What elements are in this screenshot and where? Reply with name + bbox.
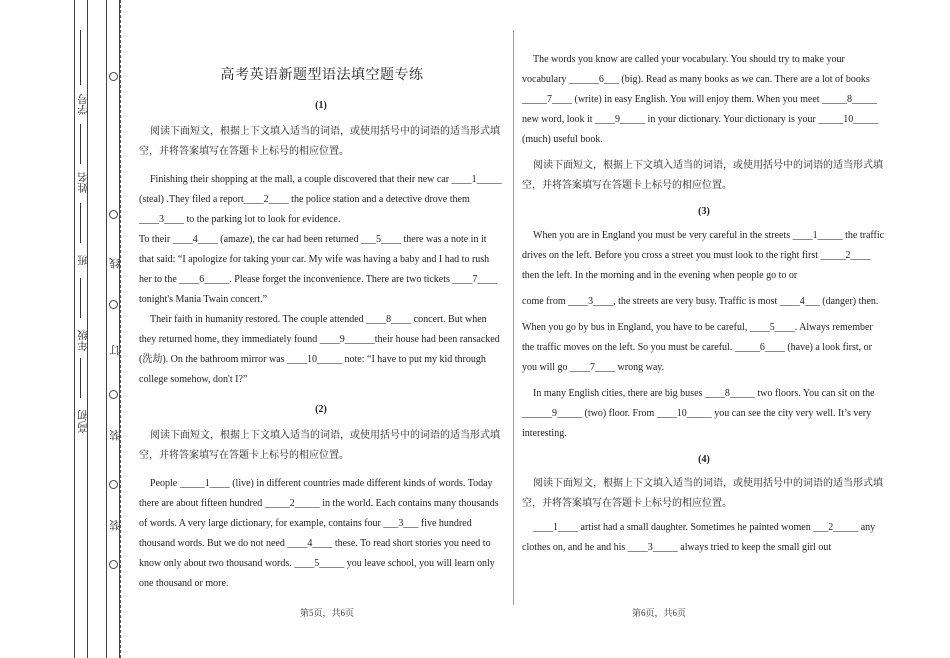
section-2-paragraph-2: The words you know are called your vocabulary. You should try to make your vocabulary ______6___ (big). Read as many books as we can. There are a lot of books _____7____ (write) in easy English. You will enjoy them. When you meet _____8_____ new word, look it ____9_____ in your dictionary. Your dictionary is your _____10_____ (much) useful book. [522, 54, 879, 145]
section-1-number: (1) [315, 100, 327, 111]
section-3-paragraph-3: In many English cities, there are big buses ____8_____ two floors. You can sit on the ______9_____ (two) floor. From ____10_____ you can see the city very well. It’s very interesting. [522, 388, 875, 439]
section-3-paragraph-1b: come from ____3____, the streets are very busy. Traffic is most ____4___ (danger) then. [522, 296, 879, 307]
class-fill-line [80, 203, 81, 243]
right-column [522, 50, 886, 558]
section-4-instruction: 阅读下面短文，根据上下文填入适当的词语，或使用括号中的词语的适当形式填空，并将答案填写在答题卡上标号的相应位置。 [522, 478, 883, 509]
bind-mark: 装 [110, 430, 121, 441]
student-id-fill-line [80, 30, 81, 85]
line-mark: 线 [110, 258, 121, 269]
section-3-paragraph-2: When you go by bus in England, you have to be careful, ____5____. Always remember the traffic moves on the left. So you must be careful. _____6____ (have) a look first, or you will go ____7____ wrong way. [522, 322, 873, 373]
cut-line [120, 0, 121, 658]
column-divider [513, 30, 514, 605]
binding-margin [0, 0, 125, 658]
section-2-instruction: 阅读下面短文，根据上下文填入适当的词语，或使用括号中的词语的适当形式填空，并将答案填写在答题卡上标号的相应位置。 [139, 430, 500, 461]
binding-hole [109, 560, 118, 569]
section-1-paragraph-1: Finishing their shopping at the mall, a couple discovered that their new car ____1_____ (steal) .They filed a report____2____ the police station and a detective drove them ____3____ to the parking lot to look for evidence. [139, 174, 502, 225]
page-footer-right: 第6页，共6页 [632, 608, 687, 618]
section-1-instruction: 阅读下面短文，根据上下文填入适当的词语，或使用括号中的词语的适当形式填空，并将答案填写在答题卡上标号的相应位置。 [139, 126, 500, 157]
section-2-paragraph-1: People _____1____ (live) in different countries made different kinds of words. Today there are about fifteen hundred _____2_____ in the world. Each contains many thousands of words. A very large dictionary, for example, contains four ___3___ five hundred thousand words. But we do not need ____4____ these. To read short stories you need to know only about two thousand words. ____5_____ you leave school, you will learn only one thousand or more. [139, 478, 499, 589]
class-label: 班 [78, 255, 89, 266]
section-4-paragraph-1: ____1____ artist had a small daughter. Sometimes he painted women ___2_____ any clothes on, and he and his ____3_____ always tried to keep the small girl out [522, 522, 876, 553]
binding-hole [109, 390, 118, 399]
order-mark: 订 [110, 345, 121, 356]
binding-hole [109, 210, 118, 219]
section-2-number: (2) [315, 404, 327, 415]
bind-mark-2: 装 [110, 520, 121, 531]
left-column [139, 96, 503, 594]
school-label: 高\初 [78, 410, 89, 434]
grade-label: 年级 [78, 330, 89, 351]
section-4-number: (4) [698, 454, 710, 465]
name-fill-line [80, 124, 81, 164]
binding-hole [109, 72, 118, 81]
section-3-number: (3) [698, 206, 710, 217]
name-label: 姓名 [78, 172, 89, 193]
page-title: 高考英语新题型语法填空题专练 [220, 68, 424, 83]
section-3-instruction: 阅读下面短文，根据上下文填入适当的词语，或使用括号中的词语的适当形式填空，并将答案填写在答题卡上标号的相应位置。 [522, 160, 883, 191]
section-3-paragraph-1: When you are in England you must be very careful in the streets ____1_____ the traffic drives on the left. Before you cross a street you must look to the right first _____2____ then the left. In the morning and in the evening when people go to or [522, 230, 885, 281]
grade-fill-line [80, 278, 81, 318]
binding-hole [109, 480, 118, 489]
section-1-paragraph-3: Their faith in humanity restored. The couple attended ____8____ concert. But when they returned home, they immediately found ____9______their house had been ransacked (洗劫). On the bathroom mirror was ____10_____ note: “I have to put my kid through college somehow, don't I?” [139, 314, 500, 385]
binding-hole [109, 300, 118, 309]
student-id-label: 学号 [78, 94, 89, 115]
page-footer-left: 第5页，共6页 [300, 608, 355, 618]
school-fill-line [80, 358, 81, 398]
section-1-paragraph-2: To their ____4____ (amaze), the car had been returned ___5____ there was a note in it that said: “I apologize for taking your car. My wife was having a baby and I had to rush her to the ____6_____. Please forget the inconvenience. There are two tickets ____7____ tonight's Mania Twain concert.” [139, 234, 498, 305]
